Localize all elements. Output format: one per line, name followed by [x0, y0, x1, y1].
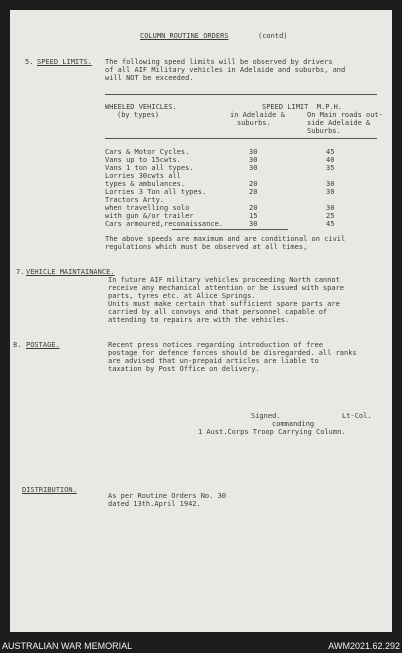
table-col-vehicle-subheader: (by types) — [117, 111, 160, 119]
section-7-line: In future AIF military vehicles proceeding North cannot — [108, 276, 340, 284]
signatory-rank: Lt-Col. — [342, 412, 372, 420]
table-top-rule — [105, 94, 377, 95]
accession-number: AWM2021.62.292 — [328, 641, 400, 651]
table-cell-adelaide: 30 — [249, 148, 258, 156]
table-cell-type: Vans up to 15cwts. — [105, 156, 181, 164]
table-bottom-rule — [172, 229, 288, 230]
section-7-line: Units must make certain that sufficient spare parts are — [108, 300, 340, 308]
table-header-rule — [105, 138, 377, 139]
section-8-line: taxation by Post Office on delivery. — [108, 365, 260, 373]
table-cell-adelaide: 15 — [249, 212, 258, 220]
table-cell-type: Lorries 30cwts all — [105, 172, 181, 180]
table-cell-outside: 30 — [326, 188, 335, 196]
table-cell-outside: 45 — [326, 220, 335, 228]
table-col-outside-header: On Main roads out- — [307, 111, 383, 119]
table-cell-type: when travelling solo — [105, 204, 190, 212]
table-cell-type: Tractors Arty. — [105, 196, 165, 204]
table-cell-outside: 35 — [326, 164, 335, 172]
table-col-outside-header: side Adelaide & — [307, 119, 371, 127]
table-col-vehicle-header: WHEELED VEHICLES. — [105, 103, 177, 111]
title-contd: (contd) — [258, 32, 288, 40]
archive-name: AUSTRALIAN WAR MEMORIAL — [2, 641, 133, 651]
section-5-note-line: The above speeds are maximum and are conditional on civil — [105, 235, 346, 243]
section-7-line: attending to repairs are with the vehicles. — [108, 316, 290, 324]
table-cell-adelaide: 20 — [249, 204, 258, 212]
section-7-number: 7. — [16, 268, 25, 276]
section-5-intro-line: will NOT be exceeded. — [105, 74, 194, 82]
table-cell-type: Cars armoured,reconaissance. — [105, 220, 224, 228]
section-7-line: carried by all convoys and that personnel capable of — [108, 308, 328, 316]
section-7-line: receive any mechanical attention or be issued with spare — [108, 284, 345, 292]
unit-name: 1 Aust.Corps Troop Carrying Column. — [198, 428, 346, 436]
table-cell-adelaide: 20 — [249, 180, 258, 188]
speed-limit-header: SPEED LIMIT M.P.H. — [262, 103, 343, 111]
section-7-line: parts, tyres etc. at Alice Springs. — [108, 292, 256, 300]
table-cell-adelaide: 30 — [249, 220, 258, 228]
table-cell-type: Cars & Motor Cycles. — [105, 148, 190, 156]
signed-label: Signed. — [251, 412, 281, 420]
section-8-heading: POSTAGE. — [26, 341, 60, 349]
section-5-heading: SPEED LIMITS. — [37, 58, 92, 66]
table-cell-adelaide: 30 — [249, 156, 258, 164]
table-cell-outside: 45 — [326, 148, 335, 156]
table-cell-type: with gun &/or trailer — [105, 212, 194, 220]
section-5-note-line: regulations which must be observed at all times, — [105, 243, 308, 251]
archive-footer — [0, 640, 402, 653]
distribution-line: dated 13th.April 1942. — [108, 500, 201, 508]
table-cell-type: Lorries 3 Ton all types. — [105, 188, 207, 196]
table-col-adelaide-header: suburbs. — [237, 119, 271, 127]
table-cell-type: Vans 1 ton all types. — [105, 164, 194, 172]
table-cell-adelaide: 30 — [249, 164, 258, 172]
section-8-line: postage for defence forces should be disregarded. all ranks — [108, 349, 357, 357]
table-col-adelaide-header: in Adelaide & — [230, 111, 285, 119]
table-col-outside-header: Suburbs. — [307, 127, 341, 135]
table-cell-type: types & ambulances. — [105, 180, 186, 188]
section-8-line: Recent press notices regarding introduction of free — [108, 341, 323, 349]
table-cell-outside: 25 — [326, 212, 335, 220]
document-title: COLUMN ROUTINE ORDERS — [140, 32, 229, 40]
section-8-line: are advised that un-prepaid articles are liable to — [108, 357, 319, 365]
section-5-intro-line: The following speed limits will be observed by drivers — [105, 58, 333, 66]
table-cell-outside: 30 — [326, 204, 335, 212]
section-7-heading: VEHICLE MAINTAINANCE. — [26, 268, 115, 276]
section-5-number: 5. — [25, 58, 34, 66]
section-5-intro-line: of all AIF Military vehicles in Adelaide and suburbs, and — [105, 66, 346, 74]
document-page — [10, 10, 392, 632]
table-cell-outside: 40 — [326, 156, 335, 164]
section-8-number: 8. — [13, 341, 22, 349]
commanding-label: commanding — [272, 420, 315, 428]
distribution-line: As per Routine Orders No. 30 — [108, 492, 227, 500]
distribution-heading: DISTRIBUTION. — [22, 486, 77, 494]
table-cell-adelaide: 20 — [249, 188, 258, 196]
table-cell-outside: 30 — [326, 180, 335, 188]
